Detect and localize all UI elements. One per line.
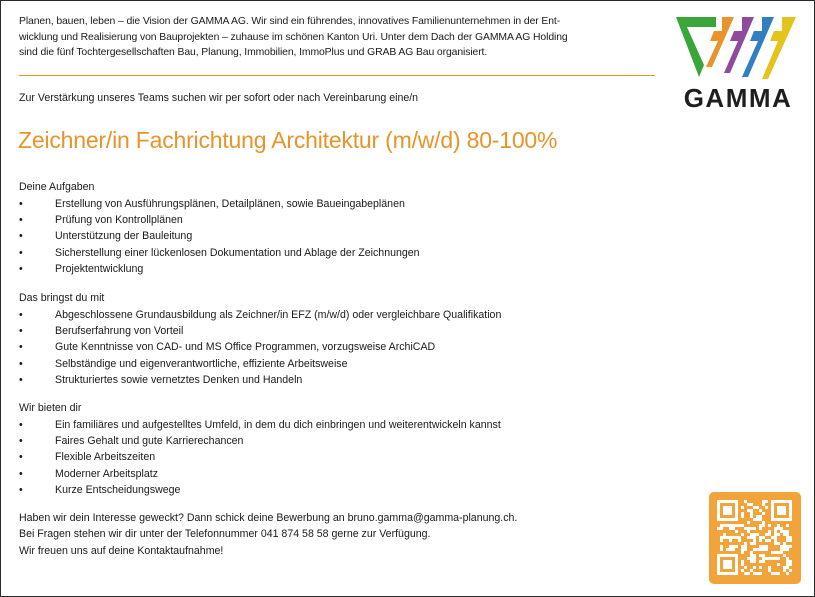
list-item [19,228,639,244]
list-item-text: Ein familiäres und aufgestelltes Umfeld, in dem du dich einbringen und weiterentwickeln kannst [55,418,501,431]
list-item [19,307,639,323]
list-item-text: Gute Kenntnisse von CAD- und MS Office Programmen, vorzugsweise ArchiCAD [55,341,436,354]
qr-code-icon [709,492,801,584]
requirements-list [19,307,639,389]
bullet: • [19,418,23,431]
list-item [19,449,639,465]
list-item-text: Selbständige und eigenverantwortliche, effiziente Arbeitsweise [55,357,348,370]
list-item-text: Strukturiertes sowie vernetztes Denken und Handeln [55,374,303,387]
list-item-text: Erstellung von Ausführungsplänen, Detailplänen, sowie Baueingabeplänen [55,197,405,210]
list-item [19,482,639,498]
intro-line: sind die fünf Tochtergesellschaften Bau, Planung, Immobilien, ImmoPlus und GRAB AG Bau organisiert. [19,47,488,59]
bullet: • [19,467,23,480]
logo-wordmark: GAMMA [683,83,793,113]
closing-text [19,510,659,559]
list-item [19,466,639,482]
bullet: • [19,197,23,210]
benefits-list [19,417,639,499]
list-item-text: Projektentwicklung [55,263,144,276]
list-item [19,433,639,449]
list-item [19,261,639,277]
bullet: • [19,484,23,497]
list-item-text: Abgeschlossene Grundausbildung als Zeichner/in EFZ (m/w/d) oder vergleichbare Qualifikation [55,308,502,321]
bullet: • [19,263,23,276]
list-item-text: Unterstützung der Bauleitung [55,230,193,243]
orange-divider [19,75,655,76]
bullet: • [19,324,23,337]
closing-line: Haben wir dein Interesse geweckt? Dann schick deine Bewerbung an bruno.gamma@gamma-planung.ch. [19,512,518,524]
qr-code[interactable] [709,492,801,584]
intro-line: wicklung und Realisierung von Bauprojekten – zuhause im schönen Kanton Uri. Unter dem Dach der GAMMA AG Holding [19,31,568,43]
list-item [19,372,639,388]
section-tasks [19,179,639,277]
list-item [19,356,639,372]
section-heading: Deine Aufgaben [19,181,95,193]
gamma-logo [672,13,804,113]
section-heading: Das bringst du mit [19,292,105,304]
list-item-text: Kurze Entscheidungswege [55,484,181,497]
bullet: • [19,230,23,243]
gamma-logo-mark-icon [672,13,804,83]
list-item-text: Berufserfahrung von Vorteil [55,324,184,337]
bullet: • [19,213,23,226]
list-item [19,196,639,212]
task-list [19,196,639,278]
bullet: • [19,246,23,259]
closing-line: Bei Fragen stehen wir dir unter der Telefonnummer 041 874 58 58 gerne zur Verfügung. [19,528,431,541]
list-item-text: Flexible Arbeitszeiten [55,451,156,464]
bullet: • [19,434,23,447]
closing-line: Wir freuen uns auf deine Kontaktaufnahme! [19,544,224,557]
list-item-text: Sicherstellung einer lückenlosen Dokumentation und Ablage der Zeichnungen [55,246,420,259]
list-item [19,245,639,261]
bullet: • [19,357,23,370]
list-item-text: Moderner Arbeitsplatz [55,467,159,480]
lead-sentence: Zur Verstärkung unseres Teams suchen wir per sofort oder nach Vereinbarung eine/n [19,92,419,104]
list-item [19,323,639,339]
list-item [19,212,639,228]
bullet: • [19,308,23,321]
section-requirements [19,290,639,388]
job-title: Zeichner/in Fachrichtung Architektur (m/w/d) 80-100% [18,127,558,153]
bullet: • [19,374,23,387]
list-item [19,339,639,355]
bullet: • [19,451,23,464]
list-item-text: Faires Gehalt und gute Karrierechancen [55,434,244,447]
intro-line: Planen, bauen, leben – die Vision der GAMMA AG. Wir sind ein führendes, innovatives Familienunternehmen in der Ent- [19,16,561,27]
list-item-text: Prüfung von Kontrollplänen [55,213,183,226]
company-intro [19,14,639,61]
bullet: • [19,341,23,354]
section-benefits [19,400,639,498]
list-item [19,417,639,433]
section-heading: Wir bieten dir [19,402,82,414]
